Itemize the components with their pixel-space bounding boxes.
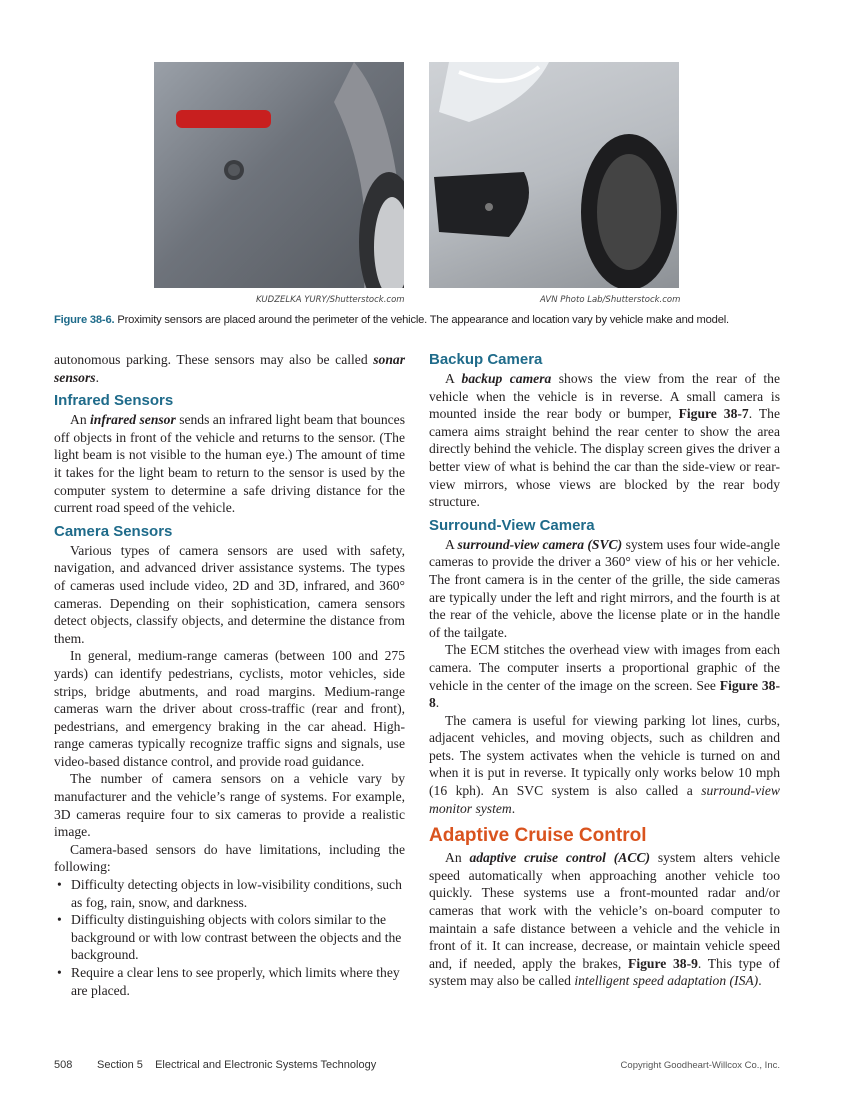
section-heading: Camera Sensors xyxy=(54,522,173,540)
paragraph xyxy=(54,351,405,386)
section-heading: Adaptive Cruise Control xyxy=(429,825,647,847)
text-run: The number of camera sensors on a vehicle vary by manufacturer and the vehicle’s range of systems. For example, 3D cameras require four to six cameras to provide a realistic image. xyxy=(54,771,405,840)
text-run: system uses four wide-angle cameras to provide the driver a 360° view of his or her vehicle. The front camera is in the center of the grille, the side cameras are typically under the left and right mirrors, and the fourth is at the rear of the vehicle, above the license plate or in the handle of the tailgate. xyxy=(429,536,780,640)
term: sonar sensors xyxy=(54,352,405,385)
section-heading: Surround-View Camera xyxy=(429,516,595,534)
list-item: • Require a clear lens to see properly, which limits where they are placed. xyxy=(54,964,405,999)
text-run: An xyxy=(445,850,470,866)
section-title: Section 5 Electrical and Electronic Systems Technology xyxy=(97,1059,377,1071)
text-run: . The camera aims straight behind the rear center to show the area directly behind the vehicle. The display screen gives the driver a better view of what is behind the car than the side-view or rear-view mirrors, whose views are blocked by the rear body structure. xyxy=(429,406,781,510)
paragraph xyxy=(54,770,405,840)
text-run: A xyxy=(445,536,458,552)
left-column xyxy=(54,351,405,999)
paragraph xyxy=(54,647,405,770)
front-car-illustration xyxy=(429,62,679,288)
term: surround-view camera (SVC) xyxy=(457,536,623,552)
term: infrared sensor xyxy=(90,412,176,428)
list-item: • Difficulty detecting objects in low-visibility conditions, such as fog, rain, snow, and darkness. xyxy=(54,876,405,911)
text-run: Various types of camera sensors are used with safety, navigation, and advanced driver assistance systems. The types of cameras used include video, 2D and 3D, infrared, and 360° cameras. Depending on their sophistication, camera sensors detect objects, classify objects, and determine the distance from them. xyxy=(54,542,405,646)
copyright: Copyright Goodheart-Willcox Co., Inc. xyxy=(620,1060,780,1071)
paragraph xyxy=(429,712,780,818)
caption-text: Proximity sensors are placed around the perimeter of the vehicle. The appearance and location vary by vehicle make and model. xyxy=(114,314,729,326)
list-item: • Difficulty distinguishing objects with colors similar to the background or with low contrast between the objects and the background. xyxy=(54,911,405,964)
text-run: . This type of system may also be called xyxy=(429,955,781,989)
paragraph xyxy=(429,641,780,711)
text-run: . xyxy=(758,973,762,989)
figure-caption xyxy=(54,314,794,326)
paragraph xyxy=(429,849,780,990)
text-run: . xyxy=(511,800,516,816)
figure-label: Figure 38-6. xyxy=(54,314,115,326)
front-bumper-sensor-photo xyxy=(429,62,679,288)
text-run: The ECM stitches the overhead view with images from each camera. The computer inserts a proportional graphic of the vehicle in the center of the image on the screen. See xyxy=(429,642,780,693)
paragraph xyxy=(54,841,405,876)
paragraph xyxy=(54,542,405,648)
term: adaptive cruise control (ACC) xyxy=(469,850,651,866)
text-run: Camera-based sensors do have limitations, including the following: xyxy=(54,841,405,875)
photo-credit-left: KUDZELKA YURY/Shutterstock.com xyxy=(256,295,405,305)
photo-credit-right: AVN Photo Lab/Shutterstock.com xyxy=(540,295,681,305)
page-footer xyxy=(54,1059,780,1071)
text-run: An xyxy=(70,412,91,428)
term: intelligent speed adaptation (ISA) xyxy=(574,973,759,989)
section-heading: Infrared Sensors xyxy=(54,392,174,410)
term: Figure 38-9 xyxy=(628,955,698,971)
paragraph xyxy=(429,536,780,642)
text-run: . xyxy=(95,369,99,385)
paragraph xyxy=(54,411,405,517)
text-run: sends an infrared light beam that bounces off objects in front of the vehicle and returns to the sensor. (The light beam is not visible to the human eye.) The amount of time it takes for the light beam to return to the sensor is used by the computer system to determine a safe driving distance for the current road speed of the vehicle. xyxy=(54,412,406,516)
text-run: A xyxy=(445,371,462,386)
right-column xyxy=(429,351,780,990)
term: backup camera xyxy=(461,371,552,386)
paragraph xyxy=(429,370,780,511)
text-run: shows the view from the rear of the vehicle when the vehicle is in reverse. A small camera is mounted inside the rear body or bumper, xyxy=(429,371,781,422)
text-run: autonomous parking. These sensors may also be called xyxy=(54,352,374,367)
term: Figure 38-8 xyxy=(429,677,781,711)
text-run: . xyxy=(435,695,440,711)
text-run: In general, medium-range cameras (between 100 and 275 yards) can identify pedestrians, cyclists, motor vehicles, side strips, bridge abutments, and road margins. Medium-range cameras warn the driver about cross-traffic (rear and front), pedestrians, and emergency braking in the car ahead. High-range cameras typically recognize traffic signs and signals, use video-based distance control, and provide road guidance. xyxy=(54,648,405,769)
rear-bumper-sensor-photo xyxy=(154,62,404,288)
term: Figure 38-7 xyxy=(678,406,749,422)
page-number: 508 xyxy=(54,1059,73,1071)
rear-bumper-illustration xyxy=(154,62,404,288)
text-run: system alters vehicle speed automatically when approaching another vehicle too quickly. These systems use a front-mounted radar and/or cameras that work with the vehicle’s on-board computer to maintain a safe distance between a vehicle and the vehicle in front of it. It can increase, decrease, or maintain vehicle speed and, if needed, apply the brakes, xyxy=(429,850,780,971)
section-heading: Backup Camera xyxy=(429,351,543,368)
bullet-list xyxy=(54,876,405,999)
term: surround-view monitor system xyxy=(429,783,780,816)
text-run: The camera is useful for viewing parking lot lines, curbs, adjacent vehicles, and moving objects, such as children and pets. The system activates when the vehicle is turned on and when it is put in reverse. It typically only works below 10 mph (16 kph). An SVC system is also called a xyxy=(429,712,780,799)
